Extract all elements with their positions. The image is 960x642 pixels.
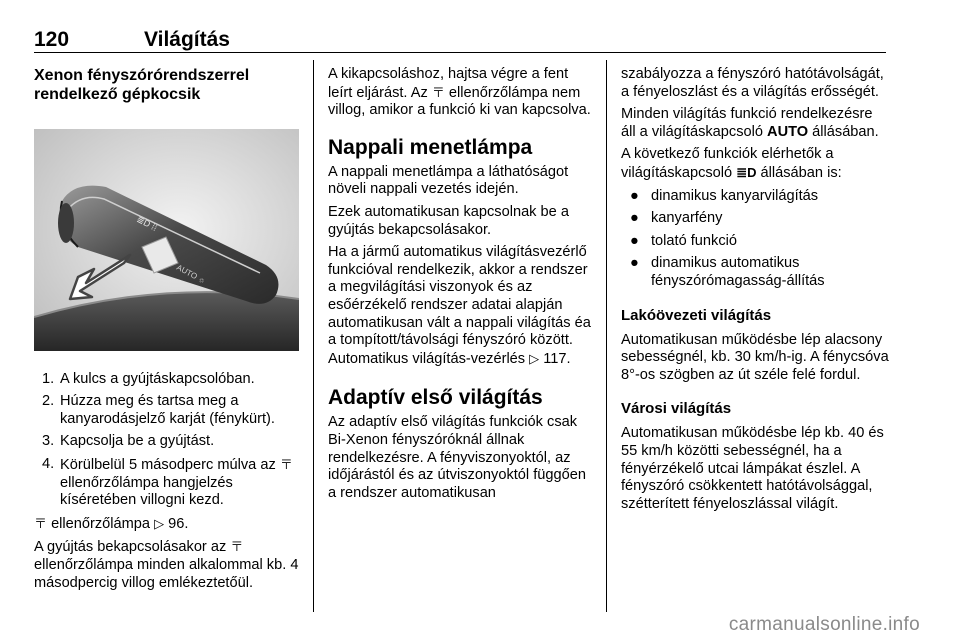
list-item: ● kanyarfény — [630, 210, 723, 227]
adaptive-lighting-heading: Adaptív első világítás — [328, 386, 543, 410]
paragraph: szabályozza a fényszóró hatótávolságát, a fényeloszlást és a világítás erősségét. — [621, 66, 884, 100]
column-middle — [328, 66, 594, 507]
list-item: 4. Körülbelül 5 másodperc múlva az 〒 ellenőrzőlámpa hangjelzés kíséretében villogni kezd. — [42, 455, 293, 509]
deactivation-paragraph: A kikapcsoláshoz, hajtsa végre a fent leírt eljárást. Az 〒 ellenőrzőlámpa nem villog, amikor a funkció ki van kapcsolva. — [328, 66, 591, 119]
paragraph: A nappali menetlámpa a láthatóságot növeli nappali vezetés idején. — [328, 163, 569, 198]
warning-lamp-icon: 〒 — [431, 84, 445, 100]
paragraph: Minden világítás funkció rendelkezésre áll a világításkapcsoló AUTO állásában. — [621, 106, 879, 140]
warning-lamp-icon: 〒 — [34, 515, 48, 531]
xenon-heading: Xenon fényszórórendszerrel rendelkező gépkocsik — [34, 67, 250, 103]
warning-lamp-icon: 〒 — [230, 539, 244, 555]
function-list — [621, 188, 889, 291]
warning-lamp-icon: 〒 — [279, 456, 293, 472]
list-item: ● dinamikus automatikus fényszórómagasság-állítás — [630, 255, 825, 289]
daytime-lights-heading: Nappali menetlámpa — [328, 135, 533, 159]
watermark: carmanualsonline.info — [728, 614, 920, 635]
column-divider — [606, 60, 607, 612]
list-item: ● dinamikus kanyarvilágítás — [630, 187, 819, 204]
paragraph: Automatikusan működésbe lép alacsony sebességnél, kb. 30 km/h-ig. A fénycsóva 8°-os szögben az út széle felé fordul. — [621, 331, 889, 383]
procedure-steps — [34, 371, 299, 510]
light-stalk-illustration — [34, 129, 299, 351]
page-reference-link[interactable]: 117. — [539, 350, 571, 367]
list-item: 2. Húzza meg és tartsa meg a kanyarodásjelző karját (fénykürt). — [42, 393, 275, 427]
indicator-reference: 〒 ellenőrzőlámpa ▷ 96. — [34, 515, 189, 532]
page-number: 120 — [34, 28, 70, 51]
list-item: 3. Kapcsolja be a gyújtást. — [42, 433, 215, 450]
bullet-icon: ● — [630, 232, 639, 249]
page-ref-arrow-icon: ▷ — [529, 350, 540, 366]
bullet-icon: ● — [630, 255, 639, 272]
list-item: 1. A kulcs a gyújtáskapcsolóban. — [42, 370, 255, 387]
svg-text:AUTO ☼: AUTO ☼ — [175, 262, 208, 286]
paragraph: Ezek automatikusan kapcsolnak be a gyújtás bekapcsolásakor. — [328, 203, 569, 238]
page-header — [34, 24, 886, 53]
paragraph: A következő funkciók elérhetők a világításkapcsoló ≣D állásában is: — [621, 146, 842, 181]
paragraph: Automatikusan működésbe lép kb. 40 és 55 km/h közötti sebességnél, ha a fényérzékelő utcai lámpákat észlel. A fényszóró csökkentett hatótávolsággal, szétterített fényeloszlással világít. — [621, 425, 884, 512]
page-ref-arrow-icon: ▷ — [154, 515, 165, 531]
column-right — [621, 66, 889, 518]
paragraph: Az adaptív első világítás funkciók csak Bi-Xenon fényszóróknál állnak rendelkezésre. A fényviszonyoktól, az időjárástól és az útviszonyoktól függően a rendszer automatikusan — [328, 414, 586, 501]
residential-lighting-heading: Lakóövezeti világítás — [621, 306, 772, 324]
column-divider — [313, 60, 314, 612]
section-title: Világítás — [144, 28, 230, 51]
bullet-icon: ● — [630, 187, 639, 204]
svg-text:≣D ⁞⁞: ≣D ⁞⁞ — [135, 213, 159, 233]
paragraph: Ha a jármű automatikus világításvezérlő funkcióval rendelkezik, akkor a rendszer a megvilágítási viszonyok és az esőérzékelő rendszer adatai alapján automatikusan vált a nappali világítás éa a tompított/távolsági fényszóró között. Automatikus világítás-vezérlés ▷ 117. — [328, 244, 591, 367]
page-reference-link[interactable]: 96. — [164, 515, 189, 532]
bullet-icon: ● — [630, 210, 639, 227]
list-item: ● tolató funkció — [630, 232, 737, 249]
city-lighting-heading: Városi világítás — [621, 400, 732, 418]
low-beam-icon: ≣D — [736, 164, 757, 180]
auto-position-label: AUTO — [767, 123, 809, 140]
column-left — [34, 66, 299, 597]
ignition-reminder-paragraph: A gyújtás bekapcsolásakor az 〒 ellenőrzőlámpa minden alkalommal kb. 4 másodpercig villog emlékeztetőül. — [34, 539, 299, 591]
